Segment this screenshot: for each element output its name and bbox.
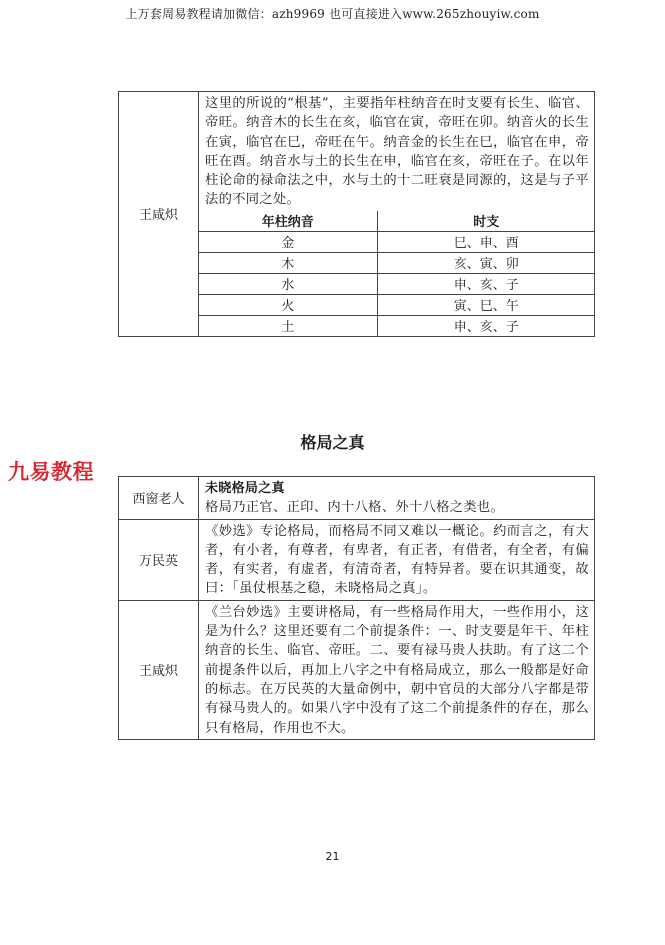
author-name: 王咸炽 [138,664,178,680]
watermark-logo: 九易教程 [8,460,94,484]
genji-paragraph: 这里的所说的“根基”，主要指年柱纳音在时支要有长生、临官、帝旺。纳音木的长生在亥，临官在寅，帝旺在卯。纳音火的长生在寅，临官在巳，帝旺在午。纳音金的长生在巳，临官在申，帝旺在酉。纳音水与土的长生在申，临官在亥，帝旺在子。在以年柱论命的禄命法之中，水与土的十二旺衰是同源的，这是与子平法的不同之处。 [205,96,589,208]
content-paragraph [199,477,594,519]
shizhi-cell: 亥、寅、卯 [377,252,595,273]
shizhi-cell: 寅、巳、午 [377,294,595,315]
shizhi-cell: 申、亥、子 [377,315,595,336]
content-heading: 未晓格局之真 [205,481,285,496]
shizhi-cell: 申、亥、子 [377,273,595,294]
content-cell [199,92,595,337]
nayin-cell: 火 [199,294,377,315]
table-row [199,315,595,336]
column-header-nayin: 年柱纳音 [199,211,377,232]
content-paragraph: 《妙选》专论格局，而格局不同又难以一概论。约而言之，有大者，有小者，有尊者，有卑者，有正者，有借者，有全者，有偏者，有实者，有虚者，有清奇者，有特异者。要在识其通变，故曰：「虽仗根基之稳，未晓格局之真」。 [205,523,589,597]
nayin-table-header-row [199,211,595,232]
table-row [199,294,595,315]
column-header-shizhi: 时支 [377,211,595,232]
geju-table [118,476,595,740]
table-row [199,252,595,273]
genji-table [118,91,595,337]
nayin-cell: 水 [199,273,377,294]
author-cell [119,519,199,600]
author-name: 王咸炽 [138,208,178,224]
page-number: 21 [325,850,340,863]
table-row [199,231,595,252]
content-text: 格局乃正官、正印、内十八格、外十八格之类也。 [205,500,505,516]
shizhi-cell: 巳、申、酉 [377,231,595,252]
content-cell [199,519,595,600]
author-cell [119,92,199,337]
content-paragraph: 《兰台妙选》主要讲格局，有一些格局作用大，一些作用小，这是为什么？这里还要有二个前提条件：一、时支要是年干、年柱纳音的长生、临官、帝旺。二、要有禄马贵人扶助。有了这二个前提条件以后，再加上八字之中有格局成立，那么一般都是好命的标志。在万民英的大量命例中，朝中官员的大部分八字都是带有禄马贵人的。如果八字中没有了这二个前提条件的存在，那么只有格局，作用也不大。 [205,604,589,736]
nayin-table [199,211,595,336]
table-row [119,519,595,600]
page-header: 上万套周易教程请加微信：azh9969 也可直接进入www.265zhouyiw.com [125,7,540,21]
author-cell [119,477,199,520]
nayin-cell: 金 [199,231,377,252]
author-cell [119,600,199,739]
author-name: 西窗老人 [132,492,185,508]
section-title: 格局之真 [300,433,365,452]
nayin-cell: 土 [199,315,377,336]
content-cell [199,477,595,520]
author-name: 万民英 [138,554,178,570]
table-row [119,600,595,739]
content-cell [199,600,595,739]
table-row [119,477,595,520]
nayin-cell: 木 [199,252,377,273]
table-row [199,273,595,294]
